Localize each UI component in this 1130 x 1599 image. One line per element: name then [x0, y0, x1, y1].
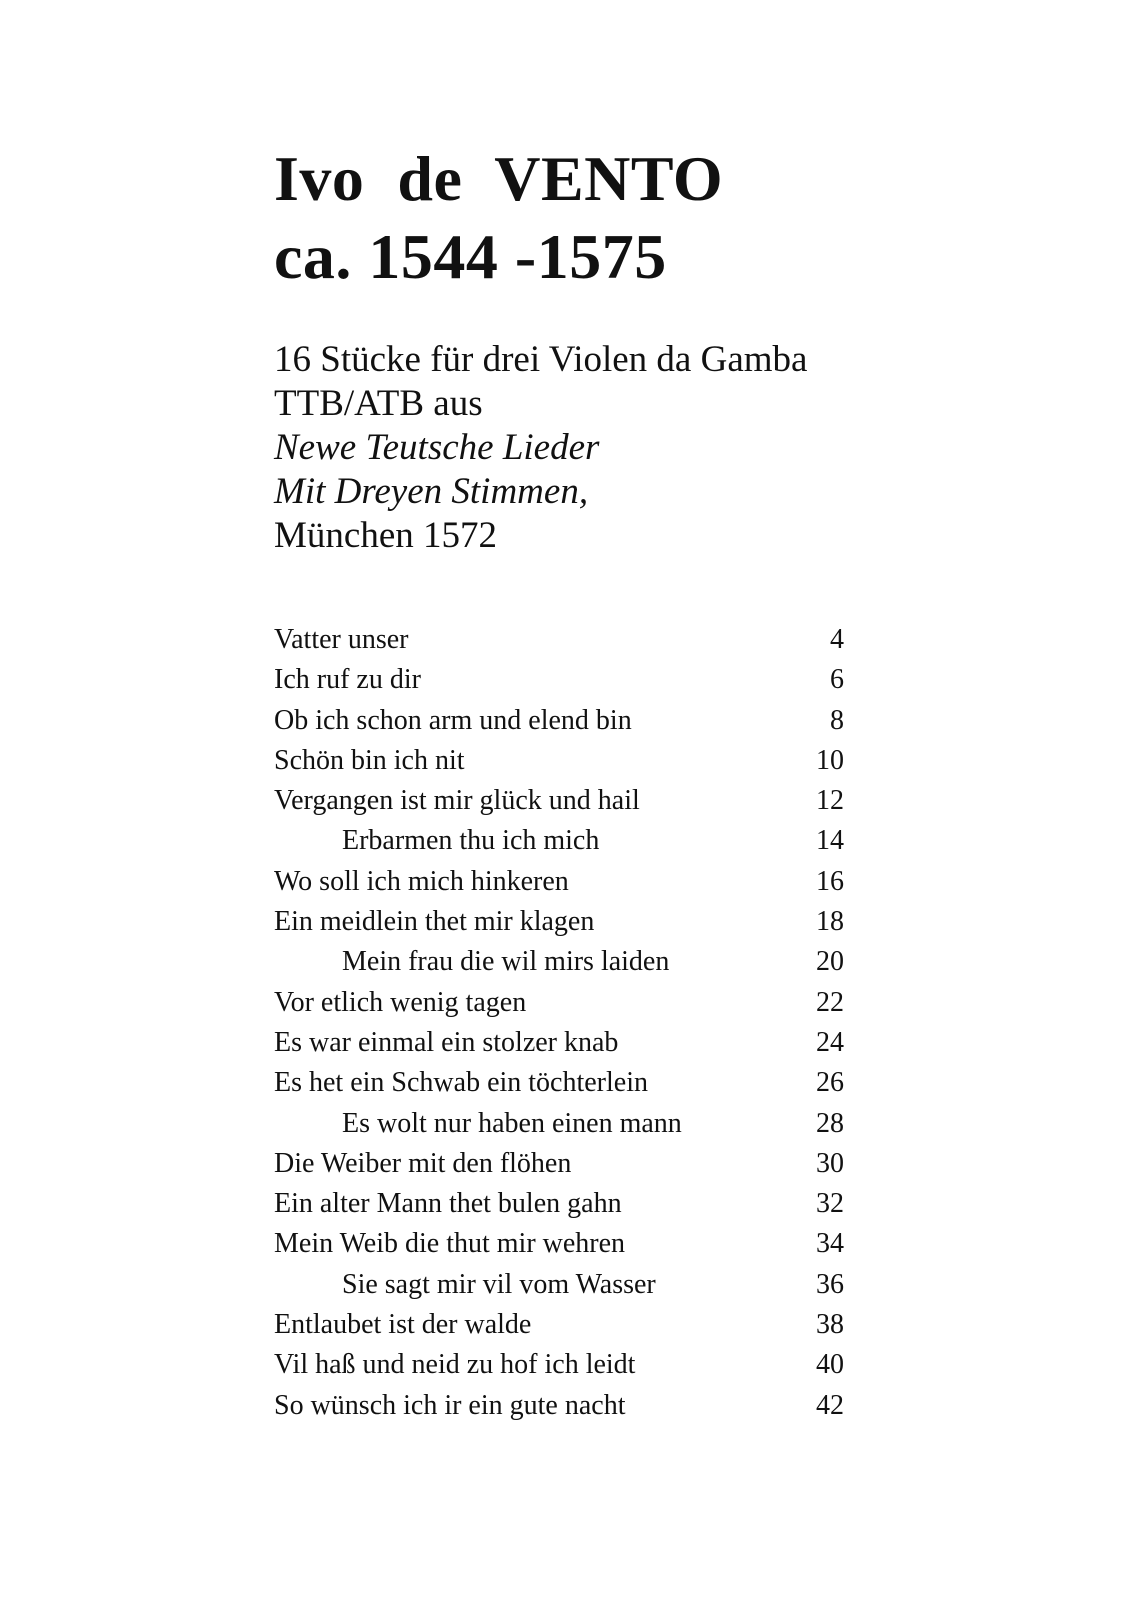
toc-entry	[274, 1184, 844, 1224]
toc-entry	[274, 1305, 844, 1345]
toc-entry-page-number: 8	[830, 704, 844, 736]
toc-entry	[274, 1144, 844, 1184]
toc-entry-page-number: 34	[816, 1228, 844, 1260]
title-page	[274, 140, 844, 1421]
toc-entry	[274, 701, 844, 741]
toc-entry	[274, 781, 844, 821]
toc-entry-page-number: 22	[816, 986, 844, 1018]
toc-entry	[274, 620, 844, 660]
toc-entry	[274, 902, 844, 942]
toc-entry	[274, 1023, 844, 1063]
source-title-line-2: Mit Dreyen Stimmen,	[274, 471, 589, 512]
toc-entry	[274, 741, 844, 781]
toc-entry-title: Es war einmal ein stolzer knab	[274, 1026, 619, 1058]
toc-entry	[274, 1104, 844, 1144]
toc-entry-page-number: 10	[816, 744, 844, 776]
toc-entry-title: Vatter unser	[274, 624, 409, 655]
toc-entry-page-number: 38	[816, 1309, 844, 1341]
toc-entry-page-number: 12	[816, 785, 844, 817]
toc-entry-page-number: 40	[816, 1349, 844, 1381]
toc-entry-page-number: 42	[816, 1389, 844, 1421]
toc-entry-title: Wo soll ich mich hinkeren	[274, 865, 569, 897]
toc-entry-title: Mein frau die wil mirs laiden	[342, 946, 670, 978]
toc-entry	[274, 942, 844, 982]
composer-dates: ca. 1544 -1575	[274, 221, 667, 292]
toc-entry-title: Sie sagt mir vil vom Wasser	[342, 1268, 656, 1300]
toc-entry	[274, 862, 844, 902]
toc-entry-page-number: 30	[816, 1147, 844, 1179]
edition-description	[274, 338, 844, 558]
toc-entry	[274, 660, 844, 700]
toc-entry-title: Vil haß und neid zu hof ich leidt	[274, 1349, 636, 1381]
toc-entry-page-number: 26	[816, 1067, 844, 1099]
toc-entry-title: Ob ich schon arm und elend bin	[274, 704, 632, 736]
toc-entry-page-number: 20	[816, 946, 844, 978]
toc-entry-page-number: 32	[816, 1188, 844, 1220]
toc-entry	[274, 821, 844, 861]
toc-entry-title: Es het ein Schwab ein töchterlein	[274, 1067, 648, 1099]
source-title-line-1: Newe Teutsche Lieder	[274, 427, 600, 468]
toc-entry-title: Die Weiber mit den flöhen	[274, 1147, 572, 1179]
toc-entry-title: Vergangen ist mir glück und hail	[274, 785, 640, 817]
toc-entry-page-number: 14	[816, 825, 844, 857]
table-of-contents	[274, 620, 844, 1426]
toc-entry-page-number: 16	[816, 865, 844, 897]
source-place-year: München 1572	[274, 515, 497, 556]
toc-entry-title: Mein Weib die thut mir wehren	[274, 1228, 626, 1260]
toc-entry-page-number: 28	[816, 1107, 844, 1139]
subtitle-line-2: TTB/ATB aus	[274, 383, 483, 424]
toc-entry	[274, 1224, 844, 1264]
composer-name: Ivo de VENTO	[274, 143, 724, 214]
toc-entry-title: Ich ruf zu dir	[274, 664, 421, 696]
toc-entry-page-number: 4	[830, 624, 844, 655]
toc-entry-title: Entlaubet ist der walde	[274, 1309, 532, 1341]
toc-entry-title: Vor etlich wenig tagen	[274, 986, 527, 1018]
toc-entry-title: Es wolt nur haben einen mann	[342, 1107, 682, 1139]
toc-entry-title: Schön bin ich nit	[274, 744, 465, 776]
toc-entry	[274, 983, 844, 1023]
toc-entry	[274, 1386, 844, 1426]
toc-entry-page-number: 6	[830, 664, 844, 696]
toc-entry-page-number: 36	[816, 1268, 844, 1300]
subtitle-line-1: 16 Stücke für drei Violen da Gamba	[274, 339, 808, 380]
toc-entry	[274, 1345, 844, 1385]
toc-entry	[274, 1063, 844, 1103]
toc-entry-title: So wünsch ich ir ein gute nacht	[274, 1389, 626, 1421]
toc-entry-title: Ein alter Mann thet bulen gahn	[274, 1188, 622, 1220]
toc-entry-page-number: 24	[816, 1026, 844, 1058]
toc-entry-page-number: 18	[816, 906, 844, 938]
toc-entry	[274, 1265, 844, 1305]
toc-entry-title: Ein meidlein thet mir klagen	[274, 906, 595, 938]
toc-entry-title: Erbarmen thu ich mich	[342, 825, 600, 857]
